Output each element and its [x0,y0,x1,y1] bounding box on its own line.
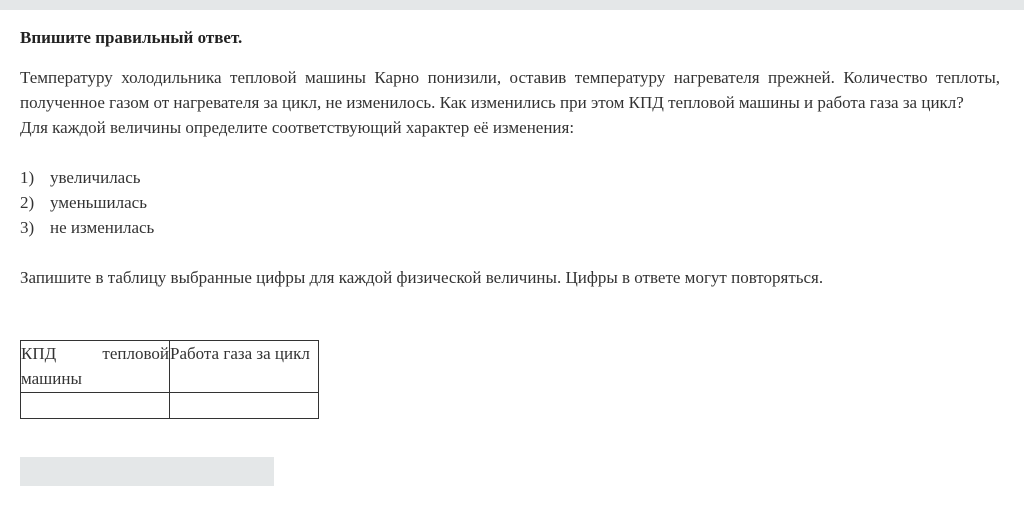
option-item [20,165,1000,190]
question-block [20,65,1000,140]
efficiency-answer-cell[interactable] [21,393,170,419]
option-number: 2) [20,193,35,212]
option-number: 3) [20,218,35,237]
column-header-label: Работа газа за цикл [170,344,310,363]
work-answer-cell[interactable] [170,393,319,419]
question-text: Температуру холодильника тепловой машины Карно понизили, оставив температуру нагревателя прежней. Количество теплоты, полученное газом от нагревателя за цикл, не изменилось. Как изменились при этом КПД тепловой машины и работа газа за цикл? [20,68,1000,112]
table-answer-row [21,393,319,419]
option-label: уменьшилась [50,193,147,212]
option-item [20,215,1000,240]
column-header-efficiency [21,341,170,393]
task-content [20,25,1000,290]
option-item [20,190,1000,215]
answer-submit-area[interactable] [20,457,274,486]
option-number: 1) [20,168,35,187]
top-bar [0,0,1024,10]
option-label: не изменилась [50,218,155,237]
options-list [20,165,1000,240]
table-instruction: Запишите в таблицу выбранные цифры для каждой физической величины. Цифры в ответе могут повторяться. [20,268,824,287]
table-header-row [21,341,319,393]
task-header: Впишите правильный ответ. [20,28,243,47]
column-header-work [170,341,319,393]
column-header-label: КПД тепловой машины [21,344,169,388]
answer-table [20,340,319,419]
instruction-text: Для каждой величины определите соответствующий характер её изменения: [20,118,575,137]
option-label: увеличилась [50,168,141,187]
